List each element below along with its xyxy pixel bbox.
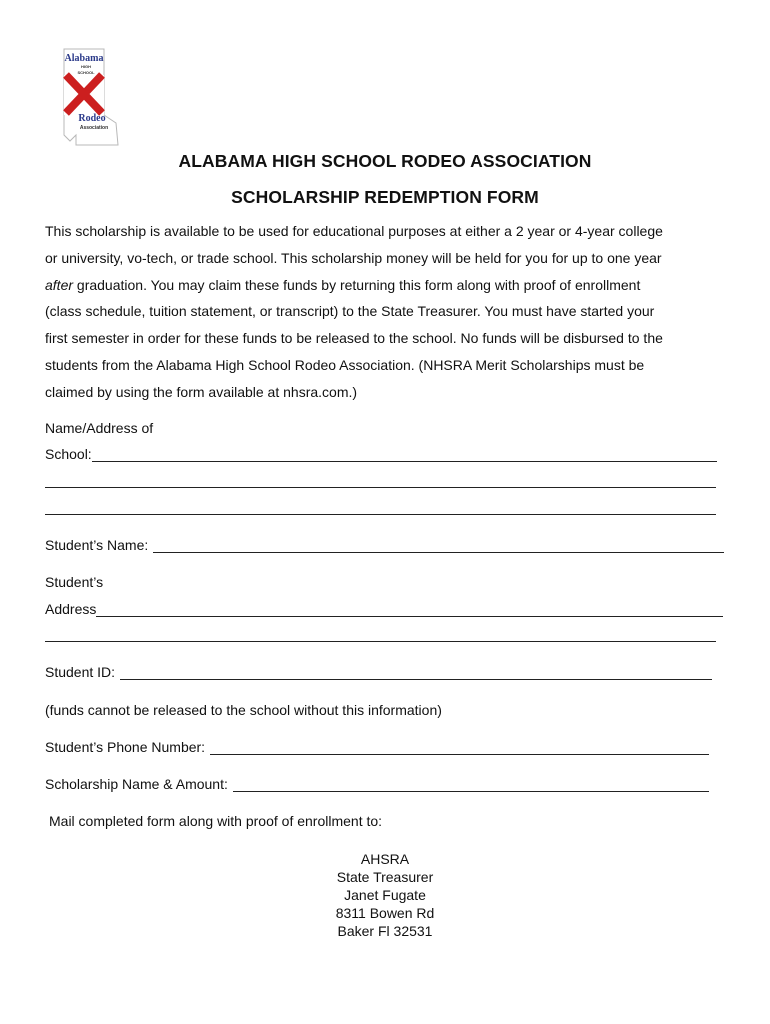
page-title: ALABAMA HIGH SCHOOL RODEO ASSOCIATION — [178, 151, 592, 171]
school-label: Name/Address of — [45, 420, 154, 436]
intro-line: This scholarship is available to be used for educational purposes at either a 2 year or 4-year college — [45, 223, 663, 239]
address-line[interactable] — [96, 602, 723, 617]
svg-text:Association: Association — [79, 125, 109, 131]
student-name-field[interactable] — [45, 537, 724, 553]
intro-line: or university, vo-tech, or trade school. This scholarship money will be held for you for up to one year — [45, 249, 662, 266]
student-name-label: Student’s Name: — [45, 537, 149, 553]
address-person: Janet Fugate — [344, 887, 426, 903]
mail-instruction: Mail completed form along with proof of enrollment to: — [49, 813, 383, 829]
intro-line: first semester in order for these funds to be released to the school. No funds will be disbursed to the — [45, 330, 663, 347]
address-org: AHSRA — [360, 851, 410, 867]
intro-line-rest: graduation. You may claim these funds by returning this form along with proof of enrollment — [73, 276, 641, 293]
intro-line — [45, 272, 725, 299]
form-subtitle: SCHOLARSHIP REDEMPTION FORM — [231, 187, 539, 207]
funds-note: (funds cannot be released to the school without this information) — [45, 702, 442, 718]
svg-text:Alabama: Alabama — [64, 53, 104, 64]
address-city: Baker Fl 32531 — [337, 923, 433, 939]
svg-text:SCHOOL: SCHOOL — [77, 70, 95, 75]
student-id-line[interactable] — [120, 665, 712, 680]
address-field[interactable] — [45, 601, 723, 617]
school-label-2: School: — [45, 446, 92, 462]
school-line[interactable] — [92, 447, 717, 462]
address-role: State Treasurer — [336, 869, 434, 885]
school-line-2[interactable] — [45, 487, 716, 488]
address-street: 8311 Bowen Rd — [335, 905, 435, 921]
svg-text:Rodeo: Rodeo — [78, 113, 106, 124]
phone-label: Student’s Phone Number: — [45, 739, 206, 755]
student-id-label: Student ID: — [45, 664, 116, 680]
student-id-field[interactable] — [45, 664, 712, 680]
phone-line[interactable] — [210, 740, 709, 755]
intro-paragraph — [45, 218, 725, 406]
phone-field[interactable] — [45, 739, 709, 755]
school-line-3[interactable] — [45, 514, 716, 515]
scholarship-line[interactable] — [233, 777, 709, 792]
intro-line: claimed by using the form available at nhsra.com.) — [45, 383, 358, 400]
intro-line: students from the Alabama High School Rodeo Association. (NHSRA Merit Scholarships must be — [45, 356, 645, 373]
svg-text:HIGH: HIGH — [81, 64, 91, 69]
address-label-2: Address — [45, 601, 97, 617]
scholarship-label: Scholarship Name & Amount: — [45, 776, 228, 792]
address-label: Student’s — [45, 574, 104, 590]
intro-emphasis: after — [45, 276, 74, 293]
intro-line: (class schedule, tuition statement, or transcript) to the State Treasurer. You must have started your — [45, 303, 655, 320]
mailing-address — [0, 850, 770, 940]
address-line-2[interactable] — [45, 641, 716, 642]
scholarship-field[interactable] — [45, 776, 709, 792]
student-name-line[interactable] — [153, 538, 724, 553]
school-field[interactable] — [45, 446, 717, 462]
ahsra-logo — [46, 45, 146, 150]
